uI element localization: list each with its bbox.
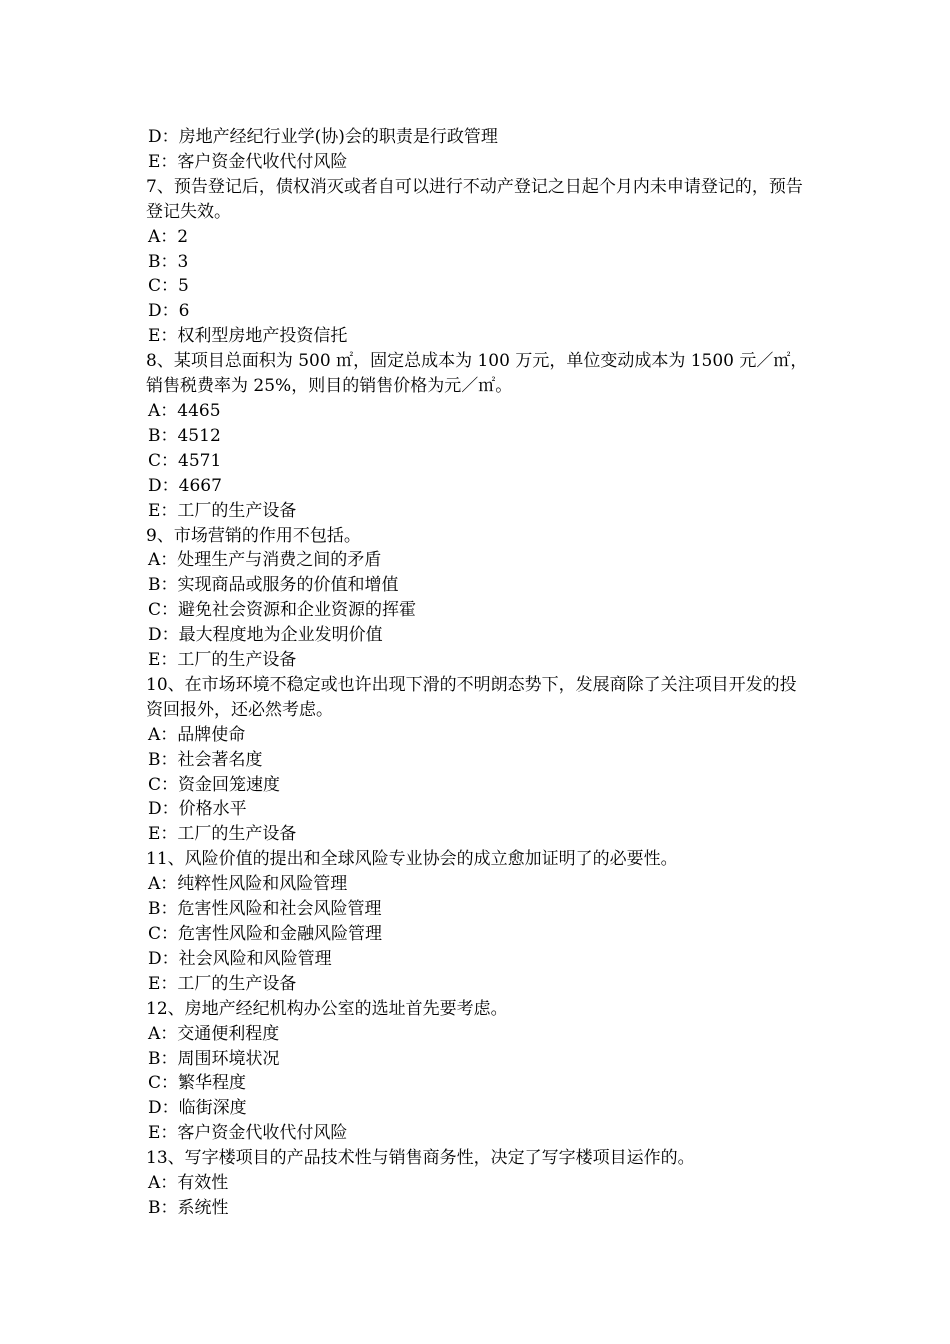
question-text: 10、在市场环境不稳定或也许出现下滑的不明朗态势下，发展商除了关注项目开发的投资回报外，还必然考虑。	[146, 674, 797, 720]
option-text: E：客户资金代收代付风险	[148, 1123, 348, 1144]
option-text: C：繁华程度	[148, 1073, 247, 1094]
document-body	[146, 125, 810, 1221]
option-text: D：4667	[148, 475, 222, 496]
option-text: C：避免社会资源和企业资源的挥霍	[148, 600, 417, 621]
option-text: B：实现商品或服务的价值和增值	[148, 575, 399, 596]
option-text: A：2	[148, 226, 189, 247]
question-text: 13、写字楼项目的产品技术性与销售商务性，决定了写字楼项目运作的。	[146, 1148, 695, 1169]
option-text: E：客户资金代收代付风险	[148, 151, 348, 172]
option-text: B：3	[148, 251, 189, 272]
option-text: D：社会风险和风险管理	[148, 948, 332, 969]
question-text: 8、某项目总面积为 500 ㎡，固定总成本为 100 万元，单位变动成本为 1500 元／㎡，销售税费率为 25%，则目的销售价格为元／㎡。	[146, 351, 808, 397]
option-text: A：处理生产与消费之间的矛盾	[148, 550, 382, 571]
option-text: C：资金回笼速度	[148, 774, 281, 795]
option-text: B：社会著名度	[148, 749, 263, 770]
option-text: D：价格水平	[148, 799, 247, 820]
question-text: 9、市场营销的作用不包括。	[146, 525, 361, 546]
option-text: E：工厂的生产设备	[148, 973, 297, 994]
option-text: E：工厂的生产设备	[148, 650, 297, 671]
option-text: B：系统性	[148, 1197, 229, 1218]
option-text: B：危害性风险和社会风险管理	[148, 899, 382, 920]
option-text: D：6	[148, 301, 190, 322]
option-text: E：工厂的生产设备	[148, 824, 297, 845]
option-text: A：4465	[148, 400, 221, 421]
option-text: D：临街深度	[148, 1098, 247, 1119]
option-text: D：最大程度地为企业发明价值	[148, 625, 383, 646]
option-text: E：权利型房地产投资信托	[148, 326, 348, 347]
option-text: A：有效性	[148, 1173, 229, 1194]
question-text: 11、风险价值的提出和全球风险专业协会的成立愈加证明了的必要性。	[146, 849, 678, 870]
option-text: A：交通便利程度	[148, 1023, 280, 1044]
option-text: E：工厂的生产设备	[148, 500, 297, 521]
option-text: D：房地产经纪行业学(协)会的职责是行政管理	[148, 127, 498, 147]
option-text: B：4512	[148, 425, 221, 446]
question-text: 7、预告登记后，债权消灭或者自可以进行不动产登记之日起个月内未申请登记的，预告登记失效。	[146, 176, 803, 222]
option-text: B：周围环境状况	[148, 1048, 280, 1069]
question-text: 12、房地产经纪机构办公室的选址首先要考虑。	[146, 998, 508, 1019]
option-text: C：危害性风险和金融风险管理	[148, 924, 383, 944]
option-text: C：4571	[148, 450, 222, 471]
option-text: C：5	[148, 276, 189, 297]
option-text: A：纯粹性风险和风险管理	[148, 874, 348, 895]
option-text: A：品牌使命	[148, 724, 246, 745]
